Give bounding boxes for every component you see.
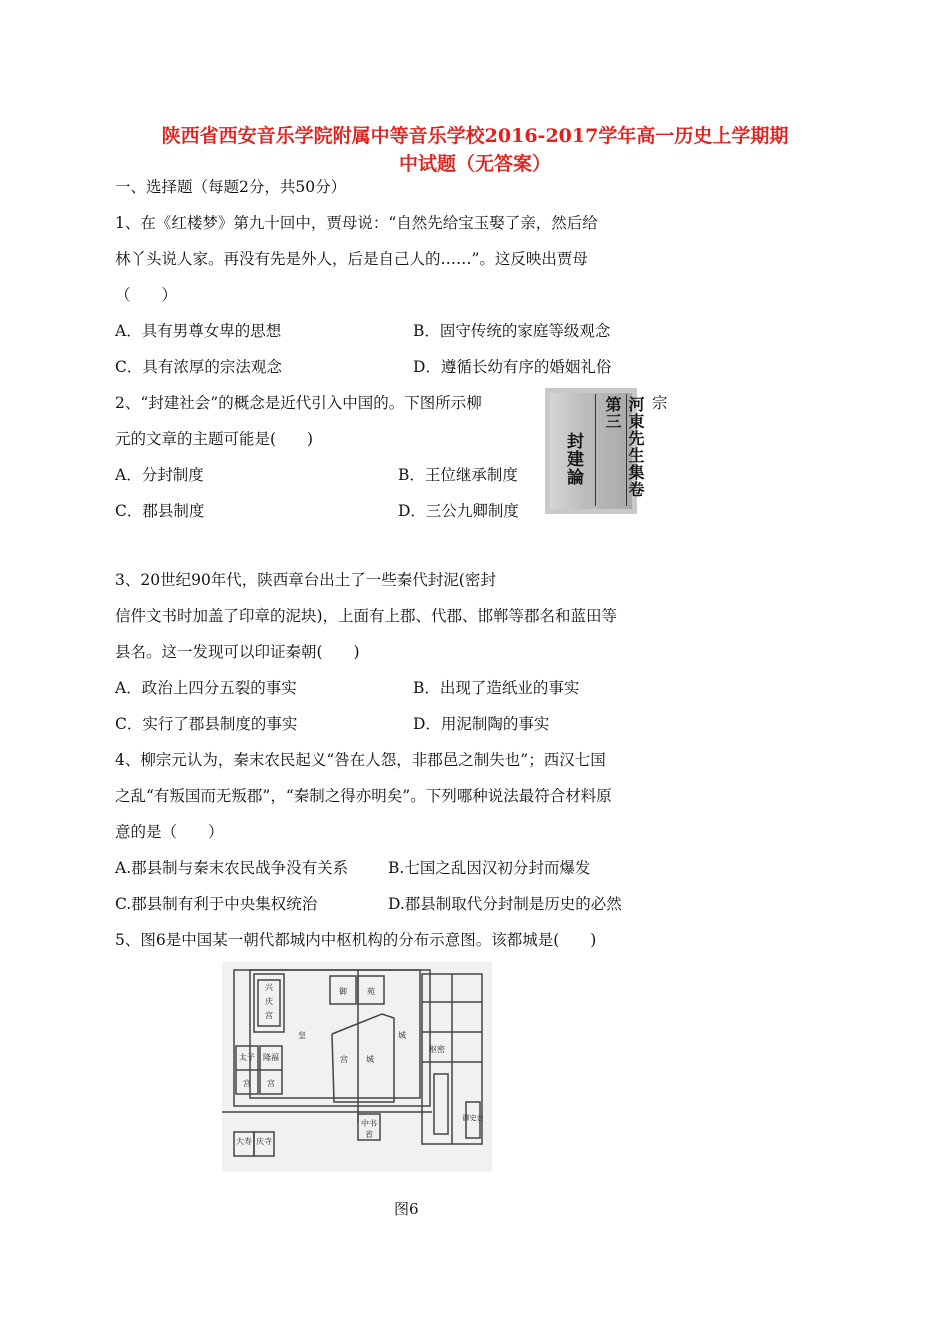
map-label-gong: 宫: [340, 1055, 348, 1064]
map-label-yu: 御: [339, 987, 347, 996]
q4-option-b: B.七国之乱因汉初分封而爆发: [388, 859, 591, 877]
q3-line2: 信件文书时加盖了印章的泥块)，上面有上郡、代郡、邯郸等郡名和蓝田等: [115, 607, 618, 625]
q3-option-c: C．实行了郡县制度的事实: [115, 715, 298, 733]
document-title-line1: 陕西省西安音乐学院附属中等音乐学校2016-2017学年高一历史上学期期: [161, 125, 789, 147]
map-label-shumi: 枢密: [429, 1045, 445, 1054]
q1-option-d: D．遵循长幼有序的婚姻礼俗: [413, 358, 612, 376]
map-label-cheng: 城: [398, 1031, 406, 1040]
map-label-yuan: 苑: [367, 987, 375, 996]
map-label-xingqing: 兴: [265, 983, 273, 992]
q2-option-d: D．三公九卿制度: [398, 502, 519, 520]
map-label-yushitai: 御史台: [462, 1114, 484, 1122]
q3-option-a: A．政治上四分五裂的事实: [115, 679, 297, 697]
q4-option-a: A.郡县制与秦末农民战争没有关系: [115, 859, 349, 877]
svg-text:省: 省: [365, 1130, 373, 1139]
q4-option-c: C.郡县制有利于中央集权统治: [115, 895, 318, 913]
q3-line1: 3、20世纪90年代，陕西章台出土了一些秦代封泥(密封: [115, 571, 496, 589]
svg-text:宫: 宫: [267, 1079, 275, 1088]
q1-option-b: B．固守传统的家庭等级观念: [413, 322, 611, 340]
map-label-zhongshu: 中书: [361, 1119, 377, 1128]
q2-option-a: A．分封制度: [115, 466, 204, 484]
book-title-text: 河東先生集卷第三: [603, 396, 645, 498]
svg-text:宫: 宫: [243, 1079, 251, 1088]
q1-line2: 林丫头说人家。再没有先是外人，后是自己人的……”。这反映出贾母: [115, 250, 588, 268]
document-title-line2: 中试题（无答案）: [398, 153, 551, 175]
q2-option-c: C．郡县制度: [115, 502, 205, 520]
capital-city-map: [222, 962, 492, 1172]
map-label-qingsi: 庆寺: [256, 1137, 272, 1146]
q3-option-d: D．用泥制陶的事实: [413, 715, 550, 733]
q3-option-b: B．出现了造纸业的事实: [413, 679, 580, 697]
svg-text:城: 城: [366, 1055, 374, 1064]
svg-text:宫: 宫: [265, 1011, 273, 1020]
map-label-taizi: 太子: [239, 1053, 255, 1062]
q5-line1: 5、图6是中国某一朝代都城内中枢机构的分布示意图。该都城是( ): [115, 931, 597, 949]
q2-line1-tail: 宗: [652, 394, 668, 412]
svg-text:庆: 庆: [265, 997, 273, 1006]
map-label-huang: 皇: [298, 1031, 306, 1040]
q4-option-d: D.郡县制取代分封制是历史的必然: [388, 895, 622, 913]
figure-caption: 图6: [394, 1200, 419, 1218]
section-heading: 一、选择题（每题2分，共50分）: [115, 178, 347, 196]
q4-line2: 之乱“有叛国而无叛郡”，“秦制之得亦明矣”。下列哪种说法最符合材料原: [115, 787, 612, 805]
q2-option-b: B．王位继承制度: [398, 466, 518, 484]
map-label-dashou: 大寿: [236, 1137, 252, 1146]
q4-line1: 4、柳宗元认为，秦末农民起义“咎在人怨，非郡邑之制失也”；西汉七国: [115, 751, 606, 769]
q2-line2: 元的文章的主题可能是( ): [115, 430, 314, 448]
book-cover-figure: [545, 388, 645, 514]
q3-line3: 县名。这一发现可以印证秦朝( ): [115, 643, 360, 661]
book-essay-text: 封建論: [563, 432, 583, 486]
q4-line3: 意的是（ ）: [115, 823, 224, 841]
q1-option-a: A．具有男尊女卑的思想: [115, 322, 282, 340]
q1-line1: 1、在《红楼梦》第九十回中，贾母说：“自然先给宝玉娶了亲，然后给: [115, 214, 598, 232]
q1-option-c: C．具有浓厚的宗法观念: [115, 358, 282, 376]
q2-line1: 2、“封建社会”的概念是近代引入中国的。下图所示柳: [115, 394, 482, 412]
q1-line3: （ ）: [115, 286, 178, 304]
map-label-longfu: 隆福: [263, 1053, 279, 1062]
